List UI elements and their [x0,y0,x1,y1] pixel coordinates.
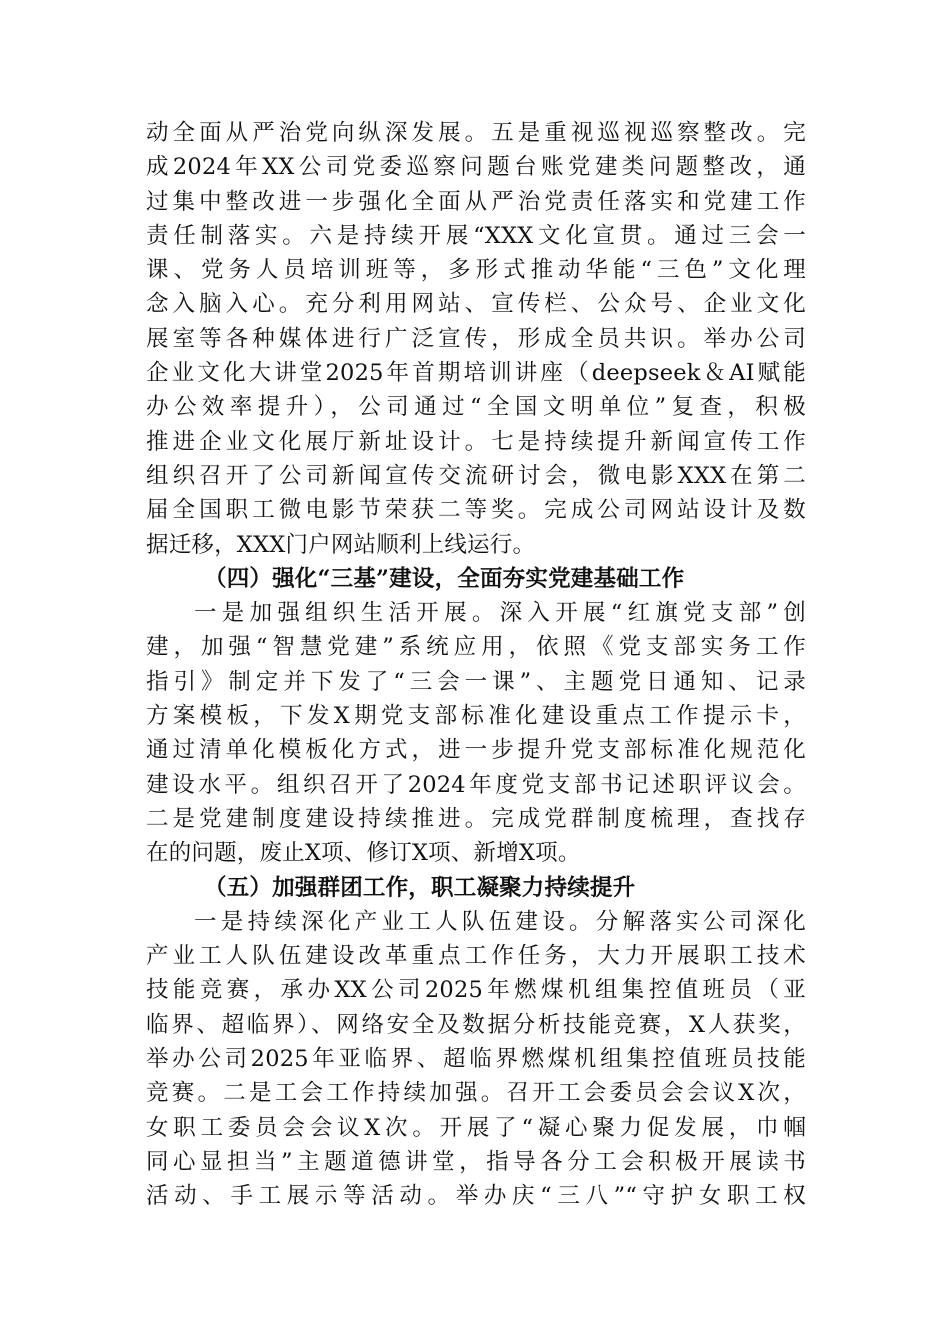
paragraph-line: 企业文化大讲堂2025年首期培训讲座（deepseek＆AI赋能 [146,360,806,387]
paragraph-line: 过集中整改进一步强化全面从严治党责任落实和党建工作 [146,188,806,215]
paragraph-line: 建设水平。组织召开了2024年度党支部书记述职评议会。 [146,771,806,798]
paragraph-line: 念入脑入心。充分利用网站、宣传栏、公众号、企业文化 [146,291,806,318]
paragraph-line: 课、党务人员培训班等，多形式推动华能“三色”文化理 [146,257,806,284]
paragraph-line: 责任制落实。六是持续开展“XXX文化宣贯。通过三会一 [146,222,806,249]
paragraph-line: 举办公司2025年亚临界、超临界燃煤机组集控值班员技能 [146,1046,806,1073]
paragraph-last-line: 在的问题，废止X项、修订X项、新增X项。 [146,840,581,867]
paragraph-last-line: 据迁移，XXX门户网站顺利上线运行。 [146,531,536,558]
paragraph-line: 竞赛。二是工会工作持续加强。召开工会委员会会议X次， [146,1080,806,1107]
document-body [146,116,806,1214]
paragraph-line: 产业工人队伍建设改革重点工作任务，大力开展职工技术 [146,943,806,970]
paragraph-line: 推进企业文化展厅新址设计。七是持续提升新闻宣传工作 [146,428,806,455]
section-heading: （四）强化“三基”建设，全面夯实党建基础工作 [204,565,685,592]
paragraph-line: 二是党建制度建设持续推进。完成党群制度梳理，查找存 [146,805,806,832]
paragraph-line: 同心显担当”主题道德讲堂，指导各分工会积极开展读书 [146,1148,806,1175]
paragraph-line: 动全面从严治党向纵深发展。五是重视巡视巡察整改。完 [146,120,806,146]
paragraph-line: 技能竞赛，承办XX公司2025年燃煤机组集控值班员（亚 [146,977,806,1004]
paragraph-line: 办公效率提升），公司通过“全国文明单位”复查，积极 [146,394,806,421]
paragraph-line: 方案模板，下发X期党支部标准化建设重点工作提示卡， [146,703,806,730]
paragraph-line: 女职工委员会会议X次。开展了“凝心聚力促发展，巾帼 [146,1114,806,1141]
paragraph-line: 临界、超临界）、网络安全及数据分析技能竞赛，X人获奖， [146,1011,806,1038]
paragraph-first-line: 一是加强组织生活开展。深入开展“红旗党支部”创 [194,600,806,627]
paragraph-line: 通过清单化模板化方式，进一步提升党支部标准化规范化 [146,737,806,764]
paragraph-line: 指引》制定并下发了“三会一课”、主题党日通知、记录 [146,668,806,695]
paragraph-line: 建，加强“智慧党建”系统应用，依照《党支部实务工作 [146,634,806,661]
paragraph-line: 届全国职工微电影节荣获二等奖。完成公司网站设计及数 [146,497,806,524]
paragraph-first-line: 一是持续深化产业工人队伍建设。分解落实公司深化 [194,908,806,935]
paragraph-line: 活动、手工展示等活动。举办庆“三八”“守护女职工权 [146,1183,806,1210]
paragraph-line: 展室等各种媒体进行广泛宣传，形成全员共识。举办公司 [146,325,806,352]
paragraph-line: 成2024年XX公司党委巡察问题台账党建类问题整改，通 [146,154,806,181]
section-heading: （五）加强群团工作，职工凝聚力持续提升 [204,874,636,901]
paragraph-line: 组织召开了公司新闻宣传交流研讨会，微电影XXX在第二 [146,462,806,489]
